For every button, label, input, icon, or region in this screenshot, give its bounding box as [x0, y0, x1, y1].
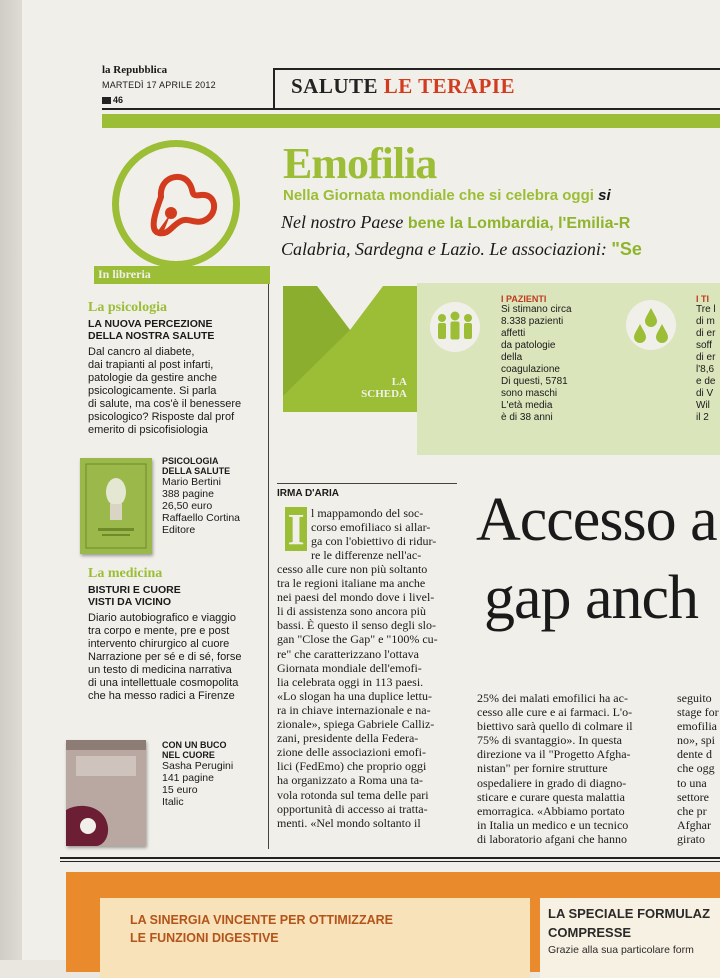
text-line: 75% di svantaggio». In questa: [477, 733, 622, 748]
book-info-psicologia: [162, 456, 240, 536]
hemophilia-logo-icon: [119, 147, 233, 261]
scheda-graphic: [283, 286, 417, 412]
text-line: no», spi: [677, 733, 716, 748]
stat-line: Si stimano circa: [501, 304, 572, 315]
article-headline-line-1: Accesso a: [476, 486, 717, 554]
stat-line: affetti: [501, 328, 526, 339]
book-cover-medicina: [66, 740, 146, 846]
stat-line: Wil: [696, 400, 710, 411]
text-line: ra in chiave internazionale e na-: [277, 702, 431, 717]
article-title: Emofilia: [283, 139, 437, 188]
article-column-1b: [277, 562, 457, 830]
book-price: 26,50 euro: [162, 500, 213, 512]
text-line: seguito: [677, 691, 712, 705]
text-line: li di assistenza sono ancora più: [277, 604, 426, 619]
stat-line: da patologie: [501, 340, 556, 351]
psicologia-body: [88, 346, 268, 437]
book-title-line: PSICOLOGIA: [162, 456, 219, 466]
tipi-body: [696, 304, 720, 424]
people-svg: [430, 302, 480, 352]
text-line: ospedaliere in grado di diagno-: [477, 775, 627, 790]
text-line: vola rotonda sul tema delle pari: [277, 787, 429, 802]
text-line: opportunità di accesso ai tratta-: [277, 801, 428, 816]
subtitle-a-tail: si: [598, 187, 611, 204]
issue-date: MARTEDÌ 17 APRILE 2012: [102, 80, 216, 90]
text-line: gan "Close the Gap" e "100% cu-: [277, 632, 438, 647]
book-cover-psicologia: [80, 458, 152, 554]
scheda-label: [361, 376, 407, 400]
article-subtitle-line-3: [281, 239, 642, 260]
stat-line: di er: [696, 352, 716, 363]
body-line: psicologicamente. Si parla: [88, 385, 217, 397]
scheda-label-line: LA: [391, 376, 407, 388]
book-author: Mario Bertini: [162, 476, 221, 488]
ad-right-headline: COMPRESSE: [548, 925, 632, 940]
book-pages: 141 pagine: [162, 772, 214, 784]
body-line: psicologico? Risposte dal prof: [88, 411, 235, 423]
book-title-line: CON UN BUCO: [162, 740, 227, 750]
text-line: sticare e curare questa malattia: [477, 789, 625, 804]
masthead-divider: [273, 68, 275, 110]
text-line: che ogg: [677, 761, 715, 776]
medicina-headline-1: BISTURI E CUORE: [88, 584, 181, 596]
text-line: nei paesi del mondo dove i livel-: [277, 590, 435, 605]
subtitle-a: Nella Giornata mondiale che si celebra oggi: [283, 187, 594, 204]
text-line: 25% dei malati emofilici ha ac-: [477, 691, 628, 705]
text-line: re" che caratterizzano l'ottava: [277, 646, 419, 661]
ad-headline-line: LE FUNZIONI DIGESTIVE: [130, 931, 279, 945]
stat-line: 8.338 pazienti: [501, 316, 564, 327]
text-line: re le differenze nell'ac-: [311, 548, 422, 563]
stat-line: soff: [696, 340, 712, 351]
subtitle-c-green: "Se: [611, 239, 642, 259]
book-publisher: Italic: [162, 796, 184, 808]
text-line: menti. «Nel mondo soltanto il: [277, 815, 421, 830]
hemophilia-logo: [112, 140, 240, 268]
article-headline-line-2: gap anch: [484, 564, 699, 632]
medicina-headline-2: VISTI DA VICINO: [88, 596, 172, 608]
text-line: che pr: [677, 803, 707, 818]
book-publisher: Raffaello Cortina: [162, 512, 241, 524]
subtitle-b-green: bene la Lombardia, l'Emilia-R: [407, 215, 631, 232]
stat-line: l'8,6: [696, 364, 715, 375]
text-line: stage for: [677, 705, 719, 720]
drops-svg: [626, 300, 676, 350]
page-number: 46: [102, 95, 123, 105]
book-pages: 388 pagine: [162, 488, 214, 500]
libreria-label: In libreria: [98, 267, 151, 281]
section-name: SALUTE: [291, 74, 379, 98]
article-column-1a: [311, 506, 457, 562]
article-subtitle-line-2: [281, 212, 630, 233]
text-line: corso emofiliaco si allar-: [311, 520, 431, 535]
stat-line: sono maschi: [501, 388, 558, 399]
green-banner: [102, 114, 720, 128]
stat-line: e de: [696, 376, 716, 387]
book-publisher: Editore: [162, 524, 196, 536]
text-line: zione delle associazioni emofi-: [277, 745, 426, 760]
stat-line: di V: [696, 388, 714, 399]
psicologia-title: La psicologia: [88, 300, 167, 315]
text-line: to una: [677, 775, 707, 790]
pazienti-body: [501, 304, 611, 424]
pazienti-title: I PAZIENTI: [501, 294, 547, 304]
body-line: di una intellettuale cosmopolita: [88, 677, 239, 689]
masthead-rule: [102, 108, 720, 110]
newspaper-logo: la Repubblica: [102, 64, 168, 76]
section-subname: LE TERAPIE: [383, 74, 516, 98]
column-divider: [268, 284, 269, 849]
medicina-title: La medicina: [88, 566, 163, 581]
book-author: Sasha Perugini: [162, 760, 234, 772]
text-line: settore: [677, 789, 709, 804]
body-line: un testo di medicina narrativa: [88, 664, 232, 676]
stat-line: è di 38 anni: [501, 412, 553, 423]
page-bottom-rule: [60, 861, 720, 862]
body-line: Narrazione per sé e di sé, forse: [88, 651, 242, 663]
text-line: Afghar: [677, 817, 711, 832]
stat-line: Tre l: [696, 304, 716, 315]
masthead-top-rule: [275, 68, 720, 70]
pazienti-block: [501, 294, 611, 424]
body-line: patologie da gestire anche: [88, 372, 218, 384]
book-title-line: DELLA SALUTE: [162, 466, 231, 476]
body-line: intervento chirurgico al cuore: [88, 638, 230, 650]
text-line: tra le regioni italiane ma anche: [277, 576, 426, 591]
text-line: lici (FedEmo) che proprio oggi: [277, 759, 427, 774]
book-info-medicina: [162, 740, 233, 808]
medicina-section: [88, 566, 268, 703]
subtitle-b: Nel nostro Paese: [281, 212, 404, 232]
byline: IRMA D'ARIA: [277, 488, 340, 499]
scheda-label-line: SCHEDA: [361, 388, 407, 400]
text-line: zionale», spiega Gabriele Calliz-: [277, 717, 435, 732]
subtitle-c: Calabria, Sardegna e Lazio. Le associazioni:: [281, 239, 607, 259]
book-cover-art: [80, 458, 152, 554]
text-line: di laboratorio afgani che hanno: [477, 831, 627, 846]
stat-line: Di questi, 5781: [501, 376, 568, 387]
tipi-block: [696, 294, 720, 424]
book-title-line: NEL CUORE: [162, 750, 215, 760]
text-line: nistan" per fornire strutture: [477, 761, 608, 776]
text-line: girato: [677, 831, 705, 846]
psicologia-headline-1: LA NUOVA PERCEZIONE: [88, 318, 213, 330]
text-line: zani, presidente della Federa-: [277, 731, 419, 746]
text-line: emofilia: [677, 719, 717, 734]
text-line: cesso alle cure non più soltanto: [277, 562, 428, 576]
stat-line: della: [501, 352, 523, 363]
text-line: l mappamondo del soc-: [311, 506, 424, 520]
stat-line: il 2: [696, 412, 709, 423]
ad-headline-line: LA SINERGIA VINCENTE PER OTTIMIZZARE: [130, 913, 393, 927]
stat-line: coagulazione: [501, 364, 560, 375]
people-group-icon: [430, 302, 480, 352]
stat-line: L'età media: [501, 400, 553, 411]
text-line: dente d: [677, 747, 712, 762]
body-line: Diario autobiografico e viaggio: [88, 612, 236, 624]
text-line: «Lo slogan ha una duplice lettu-: [277, 688, 432, 703]
psicologia-section: [88, 300, 268, 437]
text-line: direzione va il "Progetto Afgha-: [477, 747, 631, 762]
body-line: di salute, ma cos'è il benessere: [88, 398, 242, 410]
page-bottom-rule: [60, 857, 720, 859]
libreria-banner: [94, 266, 270, 284]
blood-drops-icon: [626, 300, 676, 350]
ad-right-headline: LA SPECIALE FORMULAZ: [548, 906, 711, 921]
medicina-body: [88, 612, 268, 703]
body-line: che ha messo radici a Firenze: [88, 690, 235, 702]
text-line: ga con l'obiettivo di ridur-: [311, 534, 437, 549]
ad-right-body: Grazie alla sua particolare form: [548, 944, 694, 956]
tipi-title: I TI: [696, 294, 709, 304]
body-line: emerito di psicofisiologia: [88, 424, 208, 436]
text-line: Giornata mondiale dell'emofi-: [277, 660, 422, 675]
text-line: cesso alle cure e ai farmaci. L'o-: [477, 705, 633, 720]
book-cover-art: [66, 740, 146, 846]
book-price: 15 euro: [162, 784, 198, 796]
byline-rule: [277, 483, 457, 484]
text-line: lia celebrata oggi in 113 paesi.: [277, 674, 424, 689]
article-column-3: [677, 691, 720, 846]
body-line: Dal cancro al diabete,: [88, 346, 195, 358]
text-line: in Italia un medico e un tecnico: [477, 817, 629, 832]
text-line: ha organizzato a Roma una ta-: [277, 773, 424, 788]
article-column-2: [477, 691, 667, 846]
stat-line: di er: [696, 328, 716, 339]
body-line: tra corpo e mente, pre e post: [88, 625, 230, 637]
stat-line: di m: [696, 316, 715, 327]
section-heading: [291, 74, 515, 99]
text-line: biettivo sarà quello di colmare il: [477, 719, 633, 734]
body-line: dai trapianti al post infarti,: [88, 359, 214, 371]
text-line: emorragica. «Abbiamo portato: [477, 803, 625, 818]
psicologia-headline-2: DELLA NOSTRA SALUTE: [88, 330, 215, 342]
article-subtitle-line-1: [283, 187, 611, 204]
drop-cap: I: [285, 507, 307, 551]
text-line: bassi. È questo il senso degli slo-: [277, 618, 436, 633]
